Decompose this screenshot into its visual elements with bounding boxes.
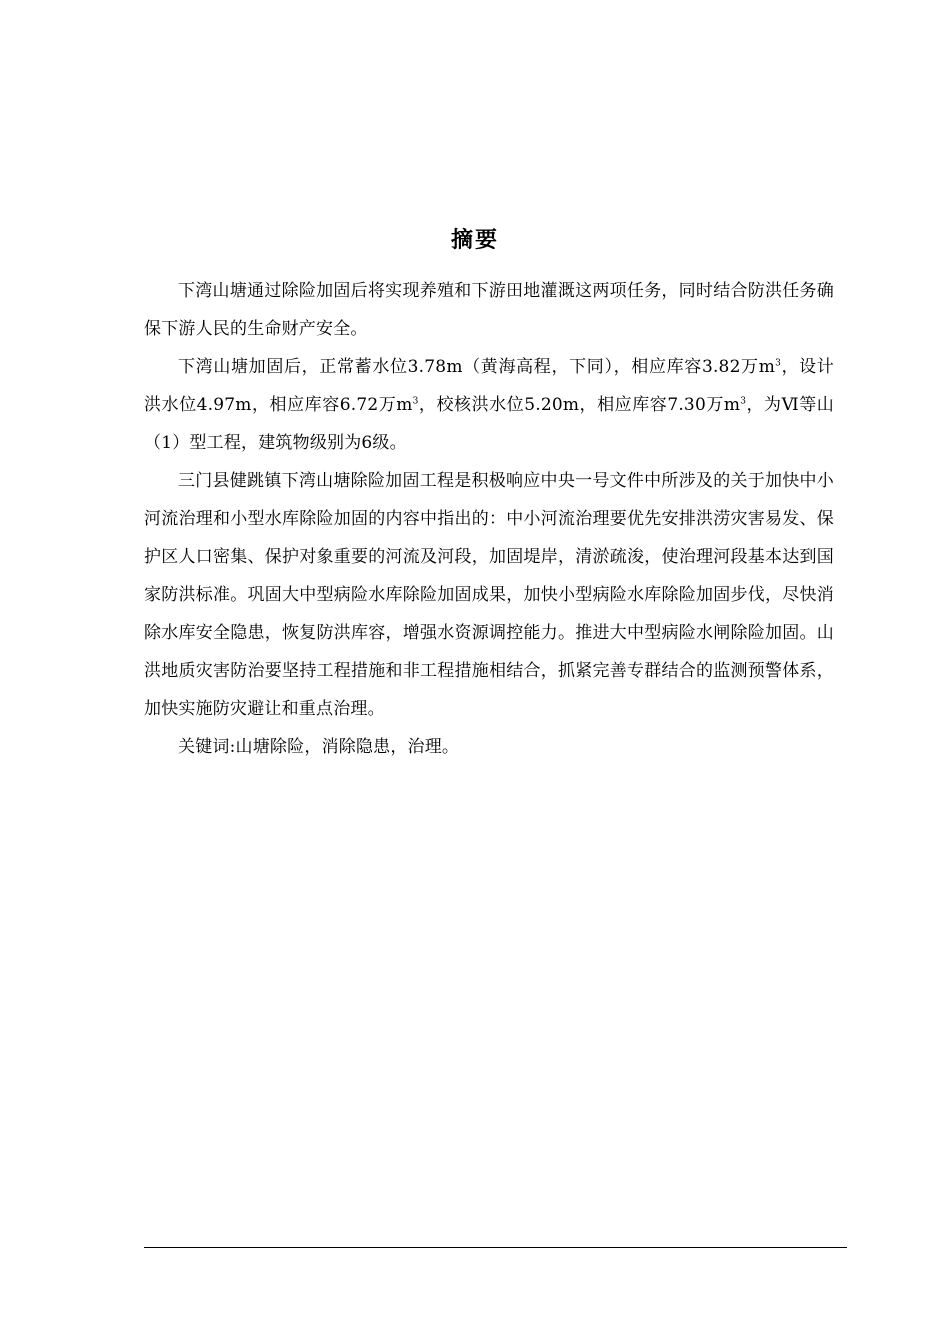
superscript-3: 3 [412, 396, 419, 407]
superscript-3: 3 [740, 396, 747, 407]
water-levels-text-2: ，设计洪水位4.97m，相应库容6.72万m [144, 357, 835, 415]
paragraph-keywords: 关键词:山塘除险，消除隐患，治理。 [178, 737, 460, 757]
footer-divider [144, 1247, 847, 1248]
paragraph-policy: 三门县健跳镇下湾山塘除险加固工程是积极响应中央一号文件中所涉及的关于加快中小河流治理和小型水库除险加固的内容中指出的：中小河流治理要优先安排洪涝灾害易发、保护区人口密集、保护对象重要的河流及河段，加固堤岸，清淤疏浚，使治理河段基本达到国家防洪标准。巩固大中型病险水库除险加固成果，加快小型病险水库除险加固步伐，尽快消除水库安全隐患，恢复防洪库容，增强水资源调控能力。推进大中型病险水闸除险加固。山洪地质灾害防治要坚持工程措施和非工程措施相结合，抓紧完善专群结合的监测预警体系，加快实施防灾避让和重点治理。 [144, 471, 834, 719]
abstract-body [144, 272, 834, 766]
paragraph-water-levels [144, 348, 834, 462]
abstract-title: 摘要 [450, 228, 499, 253]
water-levels-text-3: ，校核洪水位5.20m，相应库容7.30万m [418, 395, 741, 415]
water-levels-text-4: ，为Ⅵ等山（1）型工程，建筑物级别为6级。 [144, 395, 835, 453]
water-levels-text-1: 下湾山塘加固后，正常蓄水位3.78m（黄海高程，下同），相应库容3.82万m [178, 357, 776, 377]
paragraph-purpose: 下湾山塘通过除险加固后将实现养殖和下游田地灌溉这两项任务，同时结合防洪任务确保下游人民的生命财产安全。 [144, 281, 834, 339]
superscript-3: 3 [775, 358, 781, 369]
